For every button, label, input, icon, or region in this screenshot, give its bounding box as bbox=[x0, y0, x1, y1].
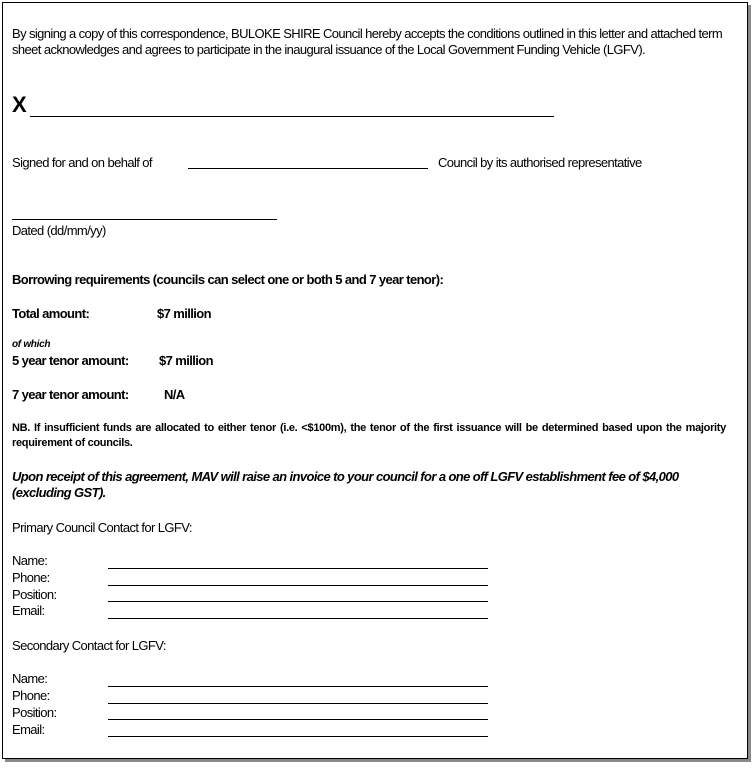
seven-year-value: N/A bbox=[164, 387, 185, 402]
secondary-email-field[interactable] bbox=[108, 736, 488, 737]
secondary-contact-heading: Secondary Contact for LGFV: bbox=[12, 638, 166, 653]
nb-note: NB. If insufficient funds are allocated to either tenor (i.e. <$100m), the tenor of the first issuance will be determined based upon the majority requirement of councils. bbox=[12, 422, 726, 449]
secondary-name-label: Name: bbox=[12, 671, 48, 686]
seven-year-label: 7 year tenor amount: bbox=[12, 387, 129, 402]
signed-for-suffix: Council by its authorised representative bbox=[438, 155, 642, 170]
of-which-label: of which bbox=[12, 339, 51, 350]
primary-name-label: Name: bbox=[12, 553, 48, 568]
signed-for-prefix: Signed for and on behalf of bbox=[12, 155, 152, 170]
signature-mark: X bbox=[12, 92, 27, 117]
secondary-position-field[interactable] bbox=[108, 719, 488, 720]
frame-shadow-bottom bbox=[5, 759, 751, 762]
dated-label: Dated (dd/mm/yy) bbox=[12, 223, 106, 238]
five-year-value: $7 million bbox=[159, 353, 213, 368]
primary-email-label: Email: bbox=[12, 603, 45, 618]
secondary-position-label: Position: bbox=[12, 705, 57, 720]
secondary-name-field[interactable] bbox=[108, 686, 488, 687]
secondary-phone-label: Phone: bbox=[12, 688, 50, 703]
borrowing-heading: Borrowing requirements (councils can select one or both 5 and 7 year tenor): bbox=[12, 272, 444, 287]
invoice-notice: Upon receipt of this agreement, MAV will raise an invoice to your council for a one off LGFV establishment fee of $4,000 (excluding GST). bbox=[12, 469, 679, 500]
primary-position-field[interactable] bbox=[108, 601, 488, 602]
secondary-phone-field[interactable] bbox=[108, 703, 488, 704]
primary-position-label: Position: bbox=[12, 587, 57, 602]
intro-paragraph: By signing a copy of this correspondence, BULOKE SHIRE Council hereby accepts the conditions outlined in this letter and attached term sheet acknowledges and agrees to participate in the inaugural issuance of the Local Government Funding Vehicle (LGFV). bbox=[12, 26, 723, 57]
primary-email-field[interactable] bbox=[108, 618, 488, 619]
frame-shadow-right bbox=[748, 5, 751, 762]
date-line[interactable] bbox=[12, 219, 277, 220]
primary-contact-heading: Primary Council Contact for LGFV: bbox=[12, 520, 192, 535]
primary-name-field[interactable] bbox=[108, 568, 488, 569]
total-amount-label: Total amount: bbox=[12, 306, 90, 321]
total-amount-value: $7 million bbox=[157, 306, 211, 321]
five-year-label: 5 year tenor amount: bbox=[12, 353, 129, 368]
primary-phone-label: Phone: bbox=[12, 570, 50, 585]
secondary-email-label: Email: bbox=[12, 722, 45, 737]
primary-phone-field[interactable] bbox=[108, 585, 488, 586]
council-name-line[interactable] bbox=[188, 168, 428, 169]
signature-line[interactable] bbox=[30, 116, 554, 117]
